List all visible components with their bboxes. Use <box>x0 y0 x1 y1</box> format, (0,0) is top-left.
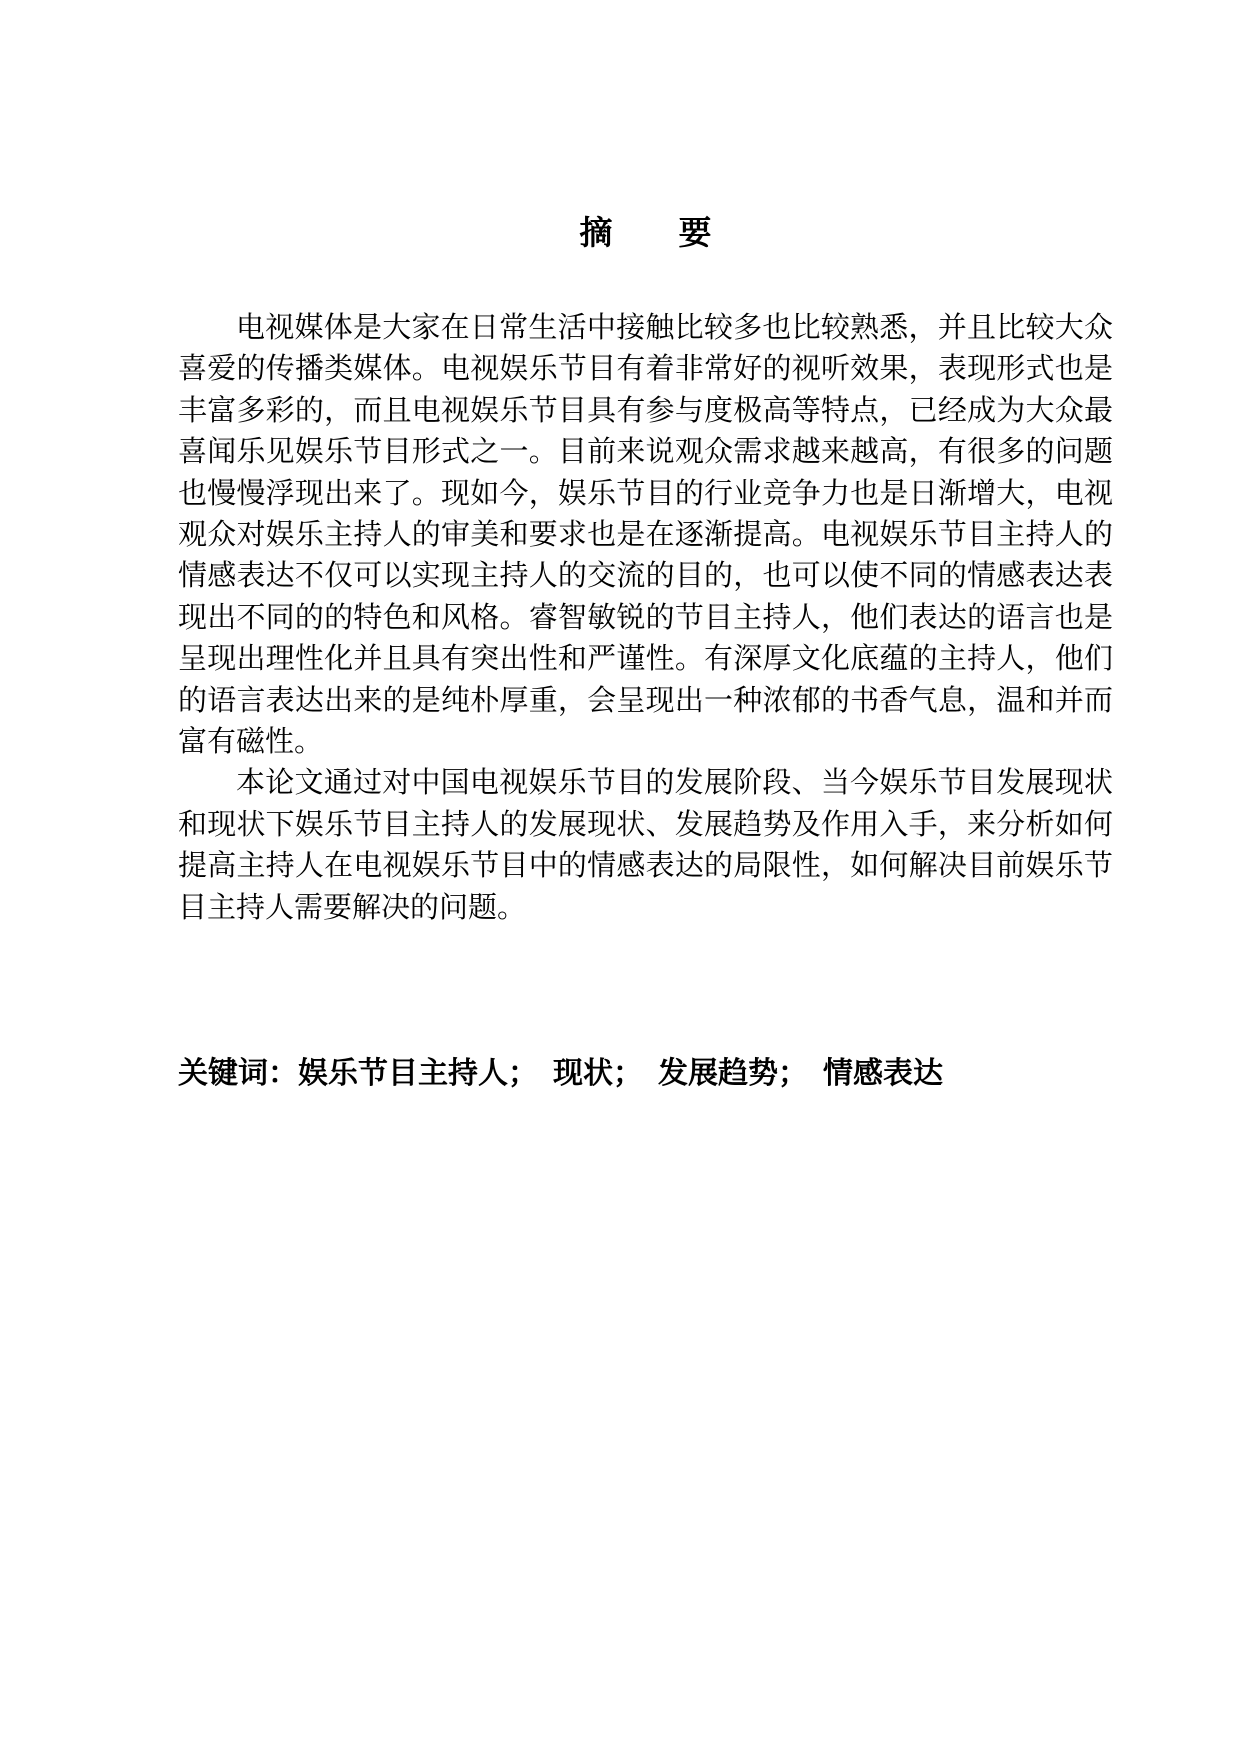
abstract-paragraph-2: 本论文通过对中国电视娱乐节目的发展阶段、当今娱乐节目发展现状和现状下娱乐节目主持人的发展现状、发展趋势及作用入手，来分析如何提高主持人在电视娱乐节目中的情感表达的局限性，如何解决目前娱乐节目主持人需要解决的问题。 <box>178 767 1113 924</box>
keywords-text: 娱乐节目主持人； 现状； 发展趋势； 情感表达 <box>298 1057 943 1091</box>
abstract-title: 摘 要 <box>579 214 712 251</box>
keywords-label: 关键词： <box>178 1057 298 1091</box>
abstract-body <box>178 308 1113 929</box>
keywords-line <box>178 1053 1113 1094</box>
abstract-paragraph-1: 电视媒体是大家在日常生活中接触比较多也比较熟悉，并且比较大众喜爱的传播类媒体。电视娱乐节目有着非常好的视听效果，表现形式也是丰富多彩的，而且电视娱乐节目具有参与度极高等特点，已经成为大众最喜闻乐见娱乐节目形式之一。目前来说观众需求越来越高，有很多的问题也慢慢浮现出来了。现如今，娱乐节目的行业竞争力也是日渐增大，电视观众对娱乐主持人的审美和要求也是在逐渐提高。电视娱乐节目主持人的情感表达不仅可以实现主持人的交流的目的，也可以使不同的情感表达表现出不同的的特色和风格。睿智敏锐的节目主持人，他们表达的语言也是呈现出理性化并且具有突出性和严谨性。有深厚文化底蕴的主持人，他们的语言表达出来的是纯朴厚重，会呈现出一种浓郁的书香气息，温和并而富有磁性。 <box>178 312 1113 759</box>
